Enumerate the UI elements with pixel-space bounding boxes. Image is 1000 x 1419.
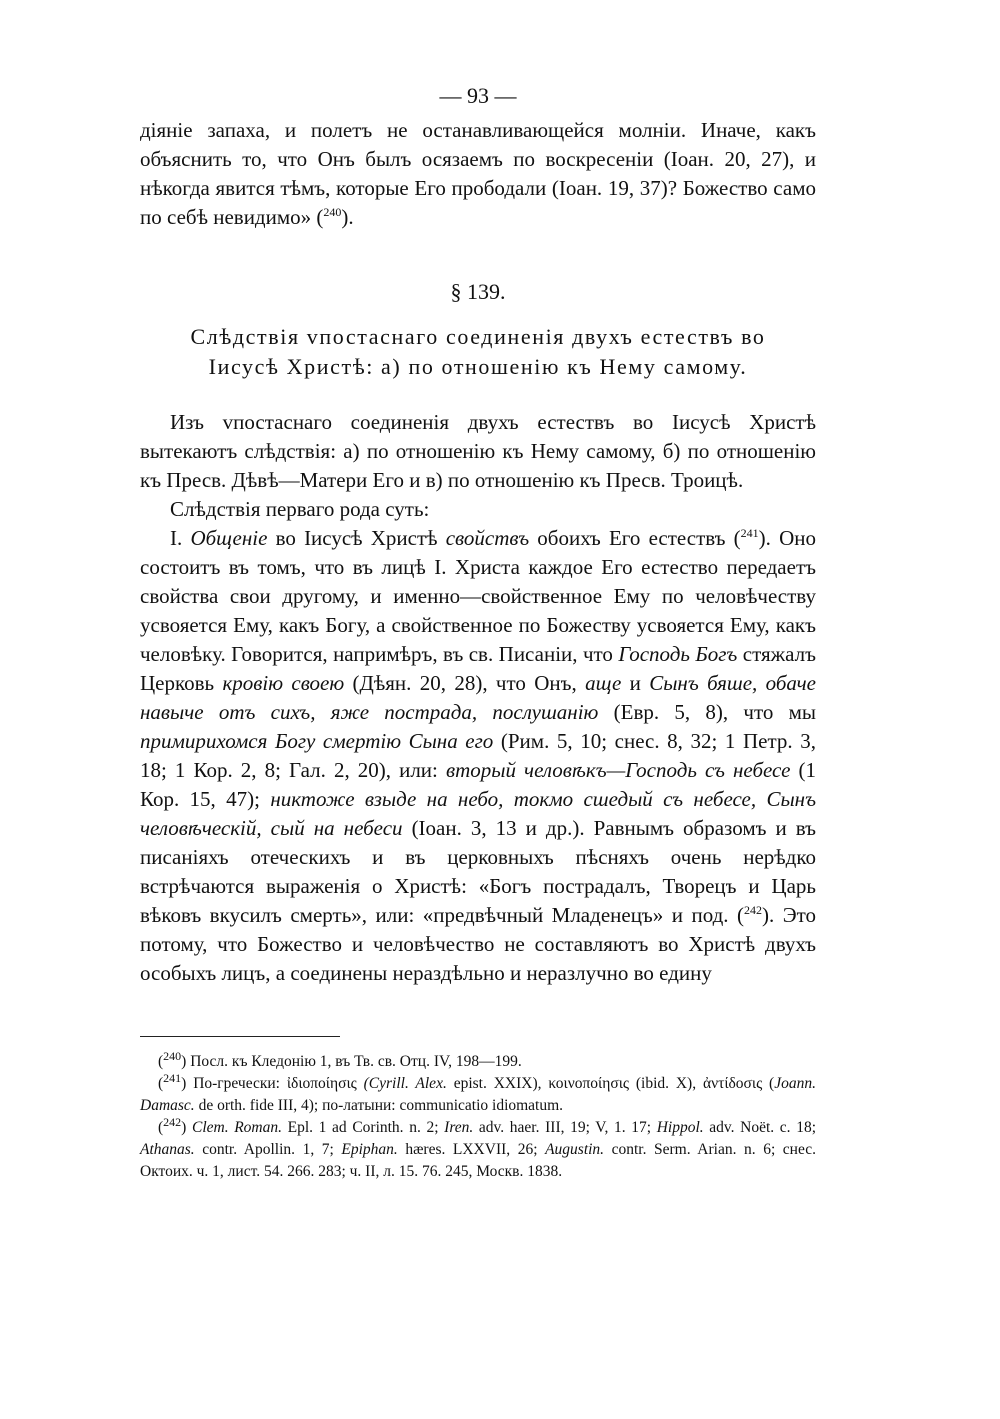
italic-text: никтоже взыде на небо, токмо сшедый съ небесе, Сынъ человѣческій, сый на небеси xyxy=(140,787,816,840)
footnote-marker: 241 xyxy=(163,1070,182,1085)
italic-text: Hippol. xyxy=(656,1119,704,1136)
italic-text: аще xyxy=(585,671,622,695)
footnote-ref-242[interactable]: 242 xyxy=(744,903,763,917)
italic-text: Augustin. xyxy=(545,1141,605,1158)
text: ). Оно состоитъ въ томъ, что въ лицѣ I. Христа каждое Его естество передаетъ свойства свои другому, и именно—свойственное Ему по человѣчеству усвояется Ему, какъ Богу, а свойственное по Божеству усвояется Ему, какъ человѣку. Говорится, напримѣръ, въ св. Писаніи, что xyxy=(140,526,816,666)
italic-text: вторый человѣкъ—Господь съ небесе xyxy=(445,758,791,782)
footnote-marker: 240 xyxy=(163,1048,182,1063)
paragraph-text: діяніе запаха, и полетъ не останавливающейся молніи. Иначе, какъ объяснить то, что Онъ былъ осязаемъ по воскресеніи (Іоан. 20, 27), и нѣкогда явится тѣмъ, которые Его прободали (Іоан. 19, 37)? Божество само по себѣ невидимо» ( xyxy=(140,118,816,229)
text: (Рим. 5, 10; снес. 8, 32; 1 Петр. 3, 18; 1 Кор. 2, 8; Гал. 2, 20), или: xyxy=(140,729,816,782)
italic-text: примирихомся Богу смертію Сына его xyxy=(140,729,494,753)
text: epist. XXIX), κοινοποίησις (ibid. X), ἀντίδοσις ( xyxy=(446,1075,775,1092)
text: hæres. LXXVII, 26; xyxy=(397,1141,546,1158)
text: (1 Кор. 15, 47); xyxy=(140,758,816,811)
footnote-ref-240[interactable]: 240 xyxy=(323,205,342,219)
paragraph-intro: Изъ vпостаснаго соединенія двухъ естествъ во Іисусѣ Христѣ вытекаютъ слѣдствія: а) по отношенію къ Нему самому, б) по отношенію къ Пресв. Дѣвѣ—Матери Его и в) по отношенію къ Пресв. Троицѣ. xyxy=(140,410,816,492)
italic-text: Epiphan. xyxy=(341,1141,398,1158)
footnote-divider xyxy=(140,1036,340,1037)
text: во Іисусѣ Христѣ xyxy=(267,526,446,550)
paragraph-text: ). xyxy=(341,205,354,229)
heading-line-1: Слѣдствія vпостаснаго соединенія двухъ естествъ во xyxy=(190,324,766,349)
text: (Дѣян. 20, 28), что Онъ, xyxy=(344,671,586,695)
text: (Іоан. 3, 13 и др.). Равнымъ образомъ и въ писаніяхъ отеческихъ и въ церковныхъ пѣсняхъ очень нерѣдко встрѣчаются выраженія о Христѣ: «Богъ пострадалъ, Творецъ и Царь вѣковъ вкусилъ смерть», или: «предвѣчный Младенецъ» и под. ( xyxy=(140,816,816,927)
footnote-240: ($^{240}$) Посл. къ Кледонію 1, въ Тв. св. Отц. IV, 198—199. xyxy=(158,1048,522,1070)
italic-text: Joann. Damasc. xyxy=(140,1075,816,1114)
text: I. xyxy=(170,526,191,550)
text: ). Это потому, что Божество и человѣчество не составляютъ во Христѣ двухъ особыхъ лицъ, а соединены нераздѣльно и неразлучно во едину xyxy=(140,903,816,985)
italic-text: кровію своею xyxy=(222,671,345,695)
section-number: § 139. xyxy=(450,279,506,304)
text: стяжалъ Церковь xyxy=(140,642,817,695)
section-heading xyxy=(140,322,816,382)
page xyxy=(140,82,816,1183)
text: Epl. 1 ad Corinth. n. 2; xyxy=(282,1119,445,1136)
italic-text: Athanas. xyxy=(140,1141,195,1158)
text: По-гречески: ἰδιοποίησις xyxy=(186,1075,364,1092)
heading-line-2: Іисусѣ Христѣ: а) по отношенію къ Нему самому. xyxy=(208,354,748,379)
footnote-241: ($^{241}$) По-гречески: ἰδιοποίησις (Cyrill. Alex. epist. XXIX), κοινοποίησις (ibid. X), ἀντίδοσις (Joann. Damasc. de orth. fide III, 4); по-латыни: communicatio idiomatum. xyxy=(140,1070,816,1114)
text: и xyxy=(621,671,650,695)
text: adv. Noët. c. 18; xyxy=(703,1119,816,1136)
footnote-text: Посл. къ Кледонію 1, въ Тв. св. Отц. IV, 198—199. xyxy=(186,1053,522,1070)
footnote-242: ($^{242}$) Clem. Roman. Epl. 1 ad Corinth. n. 2; Iren. adv. haer. III, 19; V, 1. 17; Hippol. adv. Noët. c. 18; Athanas. contr. Apollin. 1, 7; Epiphan. hæres. LXXVII, 26; Augustin. contr. Serm. Arian. n. 6; снес. Октоих. ч. 1, лист. 54. 266. 283; ч. II, л. 15. 76. 245, Москв. 1838. xyxy=(140,1114,816,1180)
text: contr. Serm. Arian. n. 6; снес. Октоих. ч. 1, лист. 54. 266. 283; ч. II, л. 15. 76. 245, Москв. 1838. xyxy=(140,1141,816,1180)
text: contr. Apollin. 1, 7; xyxy=(194,1141,342,1158)
paragraph-communication xyxy=(140,524,816,988)
paragraph-continuation xyxy=(140,116,816,232)
text: adv. haer. III, 19; V, 1. 17; xyxy=(473,1119,657,1136)
italic-text: свойствъ xyxy=(445,526,530,550)
italic-text: Clem. Roman. xyxy=(191,1119,282,1136)
text: de orth. fide III, 4); по-латыни: communicatio idiomatum. xyxy=(194,1097,564,1114)
text: (Евр. 5, 8), что мы xyxy=(598,700,816,724)
footnote-ref-241[interactable]: 241 xyxy=(740,526,759,540)
page-number: — 93 — xyxy=(439,83,517,108)
italic-text: Iren. xyxy=(444,1119,474,1136)
text: обоихъ Его естествъ ( xyxy=(529,526,741,550)
italic-text: (Cyrill. Alex. xyxy=(363,1075,447,1092)
paragraph-first-kind: Слѣдствія перваго рода суть: xyxy=(170,497,430,521)
italic-text: Сынъ бяше, обаче навыче отъ сихъ, яже пострада, послушанію xyxy=(140,671,816,724)
italic-text: Господь Богъ xyxy=(618,642,738,666)
footnote-marker: 242 xyxy=(163,1114,182,1129)
italic-text: Общеніе xyxy=(190,526,268,550)
